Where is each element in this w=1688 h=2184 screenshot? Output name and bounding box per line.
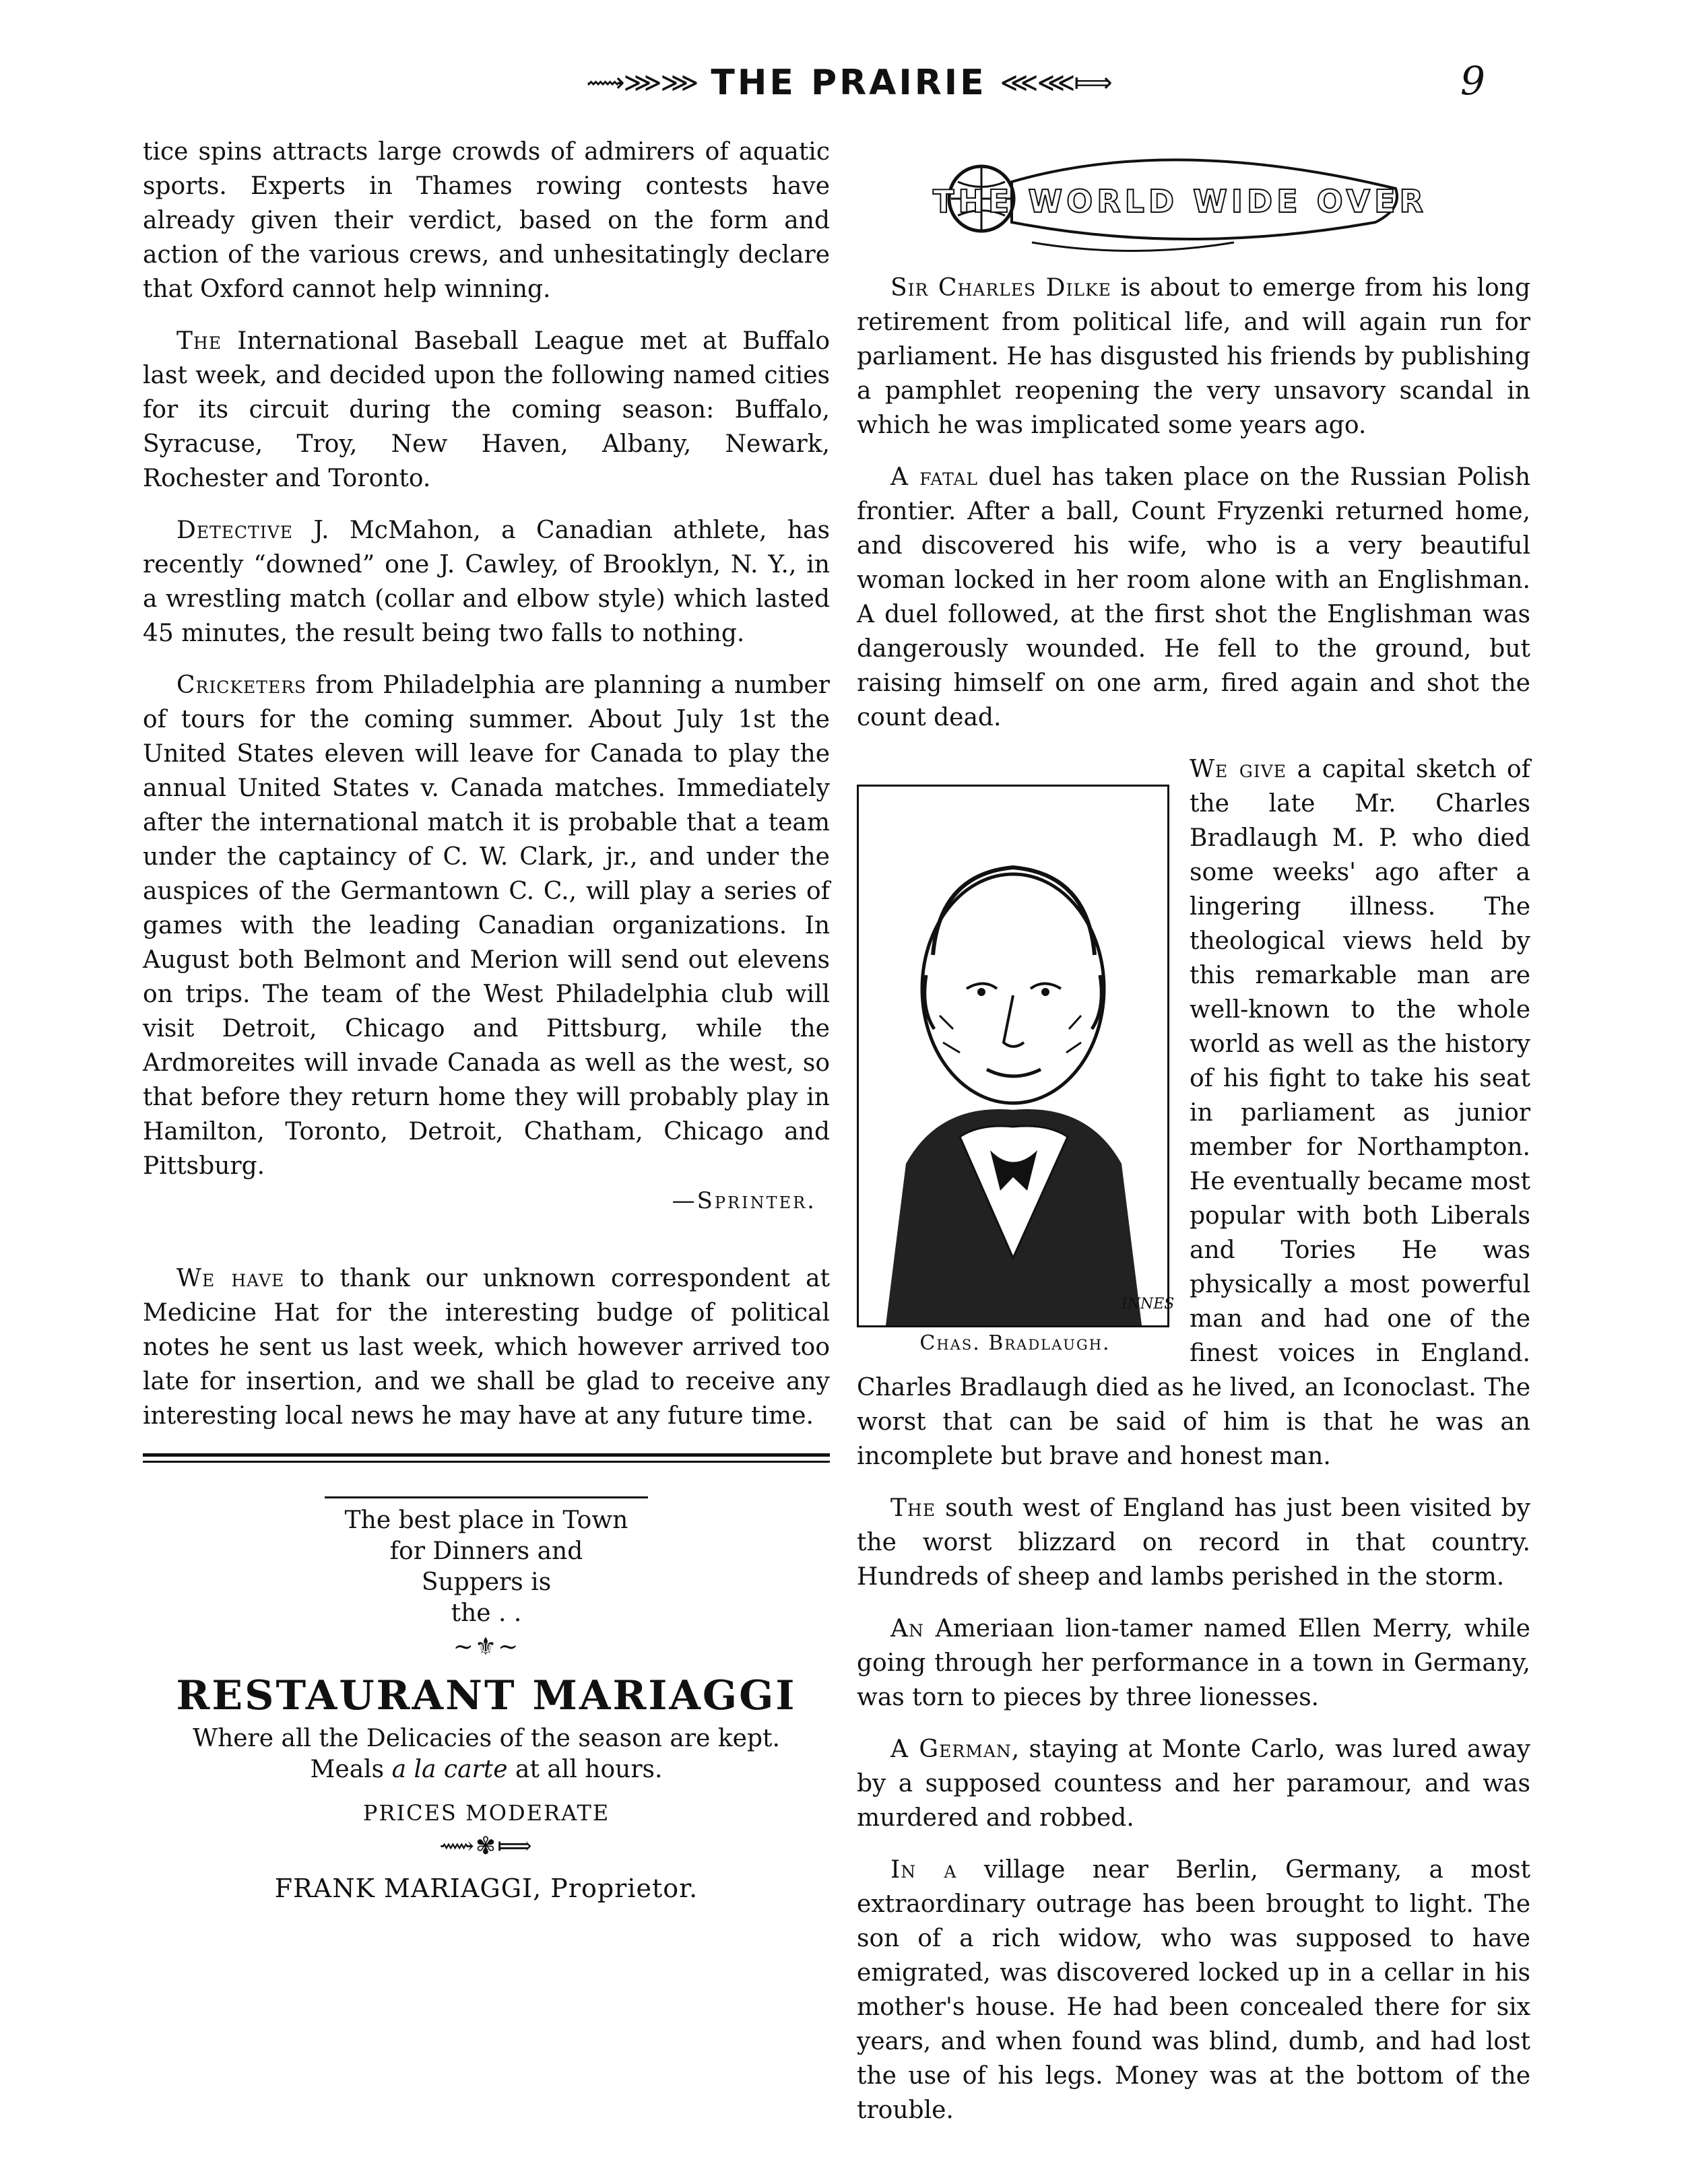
column-divider-rule	[143, 1453, 830, 1463]
masthead-title: THE PRAIRIE	[711, 63, 987, 103]
portrait-caption: Chas. Bradlaugh.	[919, 1331, 1111, 1355]
right-column	[857, 135, 1530, 2145]
ad-line-3: Suppers is	[421, 1568, 552, 1596]
blizzard-paragraph: The south west of England has just been visited by the worst blizzard on record in that country. Hundreds of sheep and lambs perished in the storm.	[857, 1494, 1530, 1591]
ad-delicacies: Where all the Delicacies of the season are kept.	[193, 1725, 780, 1752]
left-column	[143, 135, 830, 1904]
ad-line-1: The best place in Town	[344, 1507, 628, 1534]
ad-line-4: the . .	[451, 1599, 522, 1627]
header-left-ornament: ⟿⋙⋙	[586, 67, 698, 98]
artist-signature: INNES	[1122, 1296, 1175, 1313]
bradlaugh-paragraph: We give a capital sketch of the late Mr. Charles Bradlaugh M. P. who died some weeks' ago after a lingering illness. The theological views held by this remarkable man are well-known to the whole world as well as the history of his fight to take his seat in parliament as junior member for Northampton. He eventually became most popular with both Liberals and Tories He was physically a most powerful man and had one of the finest voices in England. Charles Bradlaugh died as he lived, an Iconoclast. The worst that can be said of him is that he was an incomplete but brave and honest man.	[857, 756, 1530, 1470]
rowing-paragraph: tice spins attracts large crowds of admirers of aquatic sports. Experts in Thames rowing contests have already given their verdict, based on the form and action of the various crews, and unhesitatingly declare that Oxford cannot help winning.	[143, 138, 830, 303]
header-right-ornament: ⋘⋘⟾	[1000, 67, 1111, 98]
bradlaugh-portrait	[859, 787, 1175, 1325]
ad-line-2: for Dinners and	[389, 1537, 583, 1565]
correspondent-paragraph: We have to thank our unknown correspondent at Medicine Hat for the interesting budge of political notes he sent us last week, which however arrived too late for insertion, and we shall be glad to receive any interesting local news he may have at any future time.	[143, 1265, 830, 1430]
ad-prices: PRICES MODERATE	[362, 1800, 610, 1826]
world-wide-over-banner	[931, 141, 1427, 263]
banner-text: THE WORLD WIDE OVER	[933, 183, 1427, 220]
restaurant-advertisement	[143, 1496, 830, 1904]
duel-paragraph: A fatal duel has taken place on the Russian Polish frontier. After a ball, Count Fryzenki returned home, and discovered his wife, who is a very beautiful woman locked in her room alone with an Englishman. A duel followed, at the first shot the Englishman was dangerously wounded. He fell to the ground, but raising himself on one arm, fired again and shot the count dead.	[857, 463, 1530, 731]
banner-artwork	[931, 141, 1427, 263]
ad-large-ornament: ⟿✾⟾	[439, 1832, 533, 1860]
dilke-paragraph: Sir Charles Dilke is about to emerge from his long retirement from political life, and will again run for parliament. He has disgusted his friends by publishing a pamphlet reopening the very unsavory scandal in which he was implicated some years ago.	[857, 274, 1530, 439]
wrestling-paragraph: Detective J. McMahon, a Canadian athlete, has recently “downed” one J. Cawley, of Brooklyn, N. Y., in a wrestling match (collar and elbow style) which lasted 45 minutes, the result being two falls to nothing.	[143, 517, 830, 647]
portrait-figure	[857, 785, 1173, 1355]
page-header	[512, 59, 1186, 106]
monte-carlo-paragraph: A German, staying at Monte Carlo, was lured away by a supposed countess and her paramour, and was murdered and robbed.	[857, 1735, 1530, 1832]
ad-top-rule	[325, 1496, 648, 1498]
ad-small-ornament: ~⚜~	[453, 1633, 520, 1661]
baseball-paragraph: The International Baseball League met at Buffalo last week, and decided upon the following named cities for its circuit during the coming season: Buffalo, Syracuse, Troy, New Haven, Albany, Newark, Rochester and Toronto.	[143, 327, 830, 492]
bradlaugh-section	[857, 752, 1530, 1491]
lion-tamer-paragraph: An Ameriaan lion-tamer named Ellen Merry, while going through her performance in a town in Germany, was torn to pieces by three lionesses.	[857, 1615, 1530, 1711]
restaurant-name: RESTAURANT MARIAGGI	[176, 1672, 797, 1719]
cricket-paragraph: Cricketers from Philadelphia are planning a number of tours for the coming summer. About July 1st the United States eleven will leave for Canada to play the annual United States v. Canada matches. Immediately after the international match it is probable that a team under the captaincy of C. W. Clark, jr., and under the auspices of the Germantown C. C., will play a series of games with the leading Canadian organizations. In August both Belmont and Merion will send out elevens on trips. The team of the West Philadelphia club will visit Detroit, Chicago and Pittsburg, while the Ardmoreites will invade Canada as well as the west, so that before they return home they will probably play in Hamilton, Toronto, Detroit, Chatham, Chicago and Pittsburg.	[143, 671, 830, 1180]
page-number: 9	[1460, 58, 1485, 104]
berlin-paragraph: In a village near Berlin, Germany, a most extraordinary outrage has been brought to light. The son of a rich widow, who was supposed to have emigrated, was discovered locked up in a cellar in his mother's house. He had been concealed there for six years, and when found was blind, dumb, and had lost the use of his legs. Money was at the bottom of the trouble.	[857, 1856, 1530, 2124]
ad-meals: Meals a la carte at all hours.	[310, 1756, 663, 1783]
ad-proprietor: FRANK MARIAGGI, Proprietor.	[274, 1874, 699, 1903]
portrait-frame	[857, 785, 1175, 1327]
signature-sprinter: —Sprinter.	[672, 1187, 816, 1214]
